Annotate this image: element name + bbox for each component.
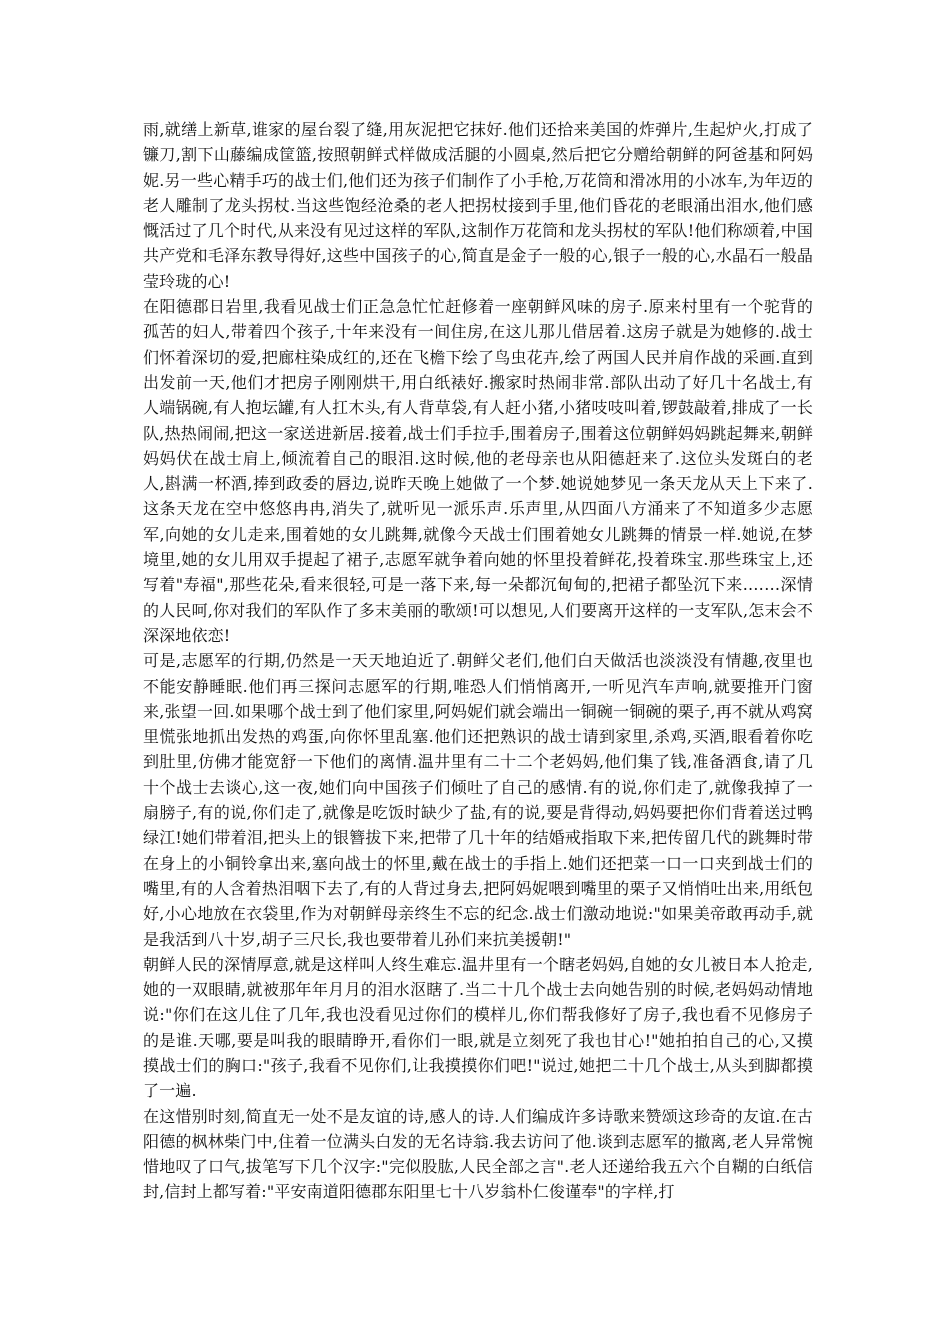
paragraph-1: 雨,就缮上新草,谁家的屋台裂了缝,用灰泥把它抹好.他们还拾来美国的炸弹片,生起炉火,打成了镰刀,割下山藤编成筐篮,按照朝鲜式样做成活腿的小圆桌,然后把它分赠给朝鲜的阿爸基和阿妈妮.另一些心精手巧的战士们,他们还为孩子们制作了小手枪,万花筒和滑冰用的小冰车,为年迈的老人雕制了龙头拐杖.当这些饱经沧桑的老人把拐杖接到手里,他们昏花的老眼涌出泪水,他们感慨活过了几个时代,从来没有见过这样的军队,这制作万花筒和龙头拐杖的军队!他们称颂着,中国共产党和毛泽东教导得好,这些中国孩子的心,简直是金子一般的心,银子一般的心,水晶石一般晶莹玲珑的心! — [143, 120, 813, 291]
paragraph-4: 朝鲜人民的深情厚意,就是这样叫人终生难忘.温井里有一个瞎老妈妈,自她的女儿被日本人抢走,她的一双眼睛,就被那年年月月的泪水沤瞎了.当二十几个战士去向她告别的时候,老妈妈动情地说:"你们在这儿住了几年,我也没看见过你们的模样儿,你们帮我修好了房子,我也看不见修房子的是谁.天哪,要是叫我的眼睛睁开,看你们一眼,就是立刻死了我也甘心!"她拍拍自己的心,又摸摸战士们的胸口:"孩子,我看不见你们,让我摸摸你们吧!"说过,她把二十几个战士,从头到脚都摸了一遍. — [143, 954, 813, 1101]
body-text — [143, 117, 813, 1205]
paragraph-5: 在这惜别时刻,简直无一处不是友谊的诗,感人的诗.人们编成许多诗歌来赞颂这珍奇的友谊.在古阳德的枫林柴门中,住着一位满头白发的无名诗翁.我去访问了他.谈到志愿军的撤离,老人异常惋惜地叹了口气,拔笔写下几个汉字:"完似股肱,人民全部之言".老人还递给我五六个自糊的白纸信封,信封上都写着:"平安南道阳德郡东阳里七十八岁翁朴仁俊谨奉"的字样,打 — [143, 1106, 813, 1202]
paragraph-3: 可是,志愿军的行期,仍然是一天天地迫近了.朝鲜父老们,他们白天做活也淡淡没有情趣,夜里也不能安静睡眠.他们再三探问志愿军的行期,唯恐人们悄悄离开,一听见汽车声响,就要推开门窗来,张望一回.如果哪个战士到了他们家里,阿妈妮们就会端出一铜碗一铜碗的栗子,再不就从鸡窝里慌张地抓出发热的鸡蛋,向你怀里乱塞.他们还把熟识的战士请到家里,杀鸡,买酒,眼看着你吃到肚里,仿佛才能宽舒一下他们的离情.温井里有二十二个老妈妈,他们集了钱,准备酒食,请了几十个战士去谈心,这一夜,她们向中国孩子们倾吐了自己的感情.有的说,你们走了,就像我掉了一扇膀子,有的说,你们走了,就像是吃饭时缺少了盐,有的说,要是背得动,妈妈要把你们背着送过鸭绿江!她们带着泪,把头上的银簪拔下来,把带了几十年的结婚戒指取下来,把传留几代的跳舞时带在身上的小铜铃拿出来,塞向战士的怀里,戴在战士的手指上.她们还把菜一口一口夹到战士们的嘴里,有的人含着热泪咽下去了,有的人背过身去,把阿妈妮喂到嘴里的栗子又悄悄吐出来,用纸包好,小心地放在衣袋里,作为对朝鲜母亲终生不忘的纪念.战士们激动地说:"如果美帝敢再动手,就是我活到八十岁,胡子三尺长,我也要带着儿孙们来抗美援朝!" — [143, 651, 813, 949]
paragraph-2: 在阳德郡日岩里,我看见战士们正急急忙忙赶修着一座朝鲜风味的房子.原来村里有一个驼背的孤苦的妇人,带着四个孩子,十年来没有一间住房,在这儿那儿借居着.这房子就是为她修的.战士们怀着深切的爱,把廊柱染成红的,还在飞檐下绘了鸟虫花卉,绘了两国人民并肩作战的采画.直到出发前一天,他们才把房子刚刚烘干,用白纸裱好.搬家时热闹非常.部队出动了好几十名战士,有人端锅碗,有人抱坛罐,有人扛木头,有人背草袋,有人赶小猪,小猪吱吱叫着,锣鼓敲着,排成了一长队,热热闹闹,把这一家送进新居.接着,战士们手拉手,围着房子,围着这位朝鲜妈妈跳起舞来,朝鲜妈妈伏在战士肩上,倾流着自己的眼泪.这时候,他的老母亲也从阳德赶来了.这位头发斑白的老人,斟满一杯酒,捧到政委的唇边,说昨天晚上她做了一个梦.她说她梦见一条天龙从天上下来了.这条天龙在空中悠悠冉冉,消失了,就听见一派乐声.乐声里,从四面八方涌来了不知道多少志愿军,向她的女儿走来,围着她的女儿跳舞,就像今天战士们围着她女儿跳舞的情景一样.她说,在梦境里,她的女儿用双手提起了裙子,志愿军就争着向她的怀里投着鲜花,投着珠宝.那些珠宝上,还写着"寿福",那些花朵,看来很轻,可是一落下来,每一朵都沉甸甸的,把裙子都坠沉下来.……深情的人民呵,你对我们的军队作了多末美丽的歌颂!可以想见,人们要离开这样的一支军队,怎末会不深深地依恋! — [143, 297, 813, 645]
